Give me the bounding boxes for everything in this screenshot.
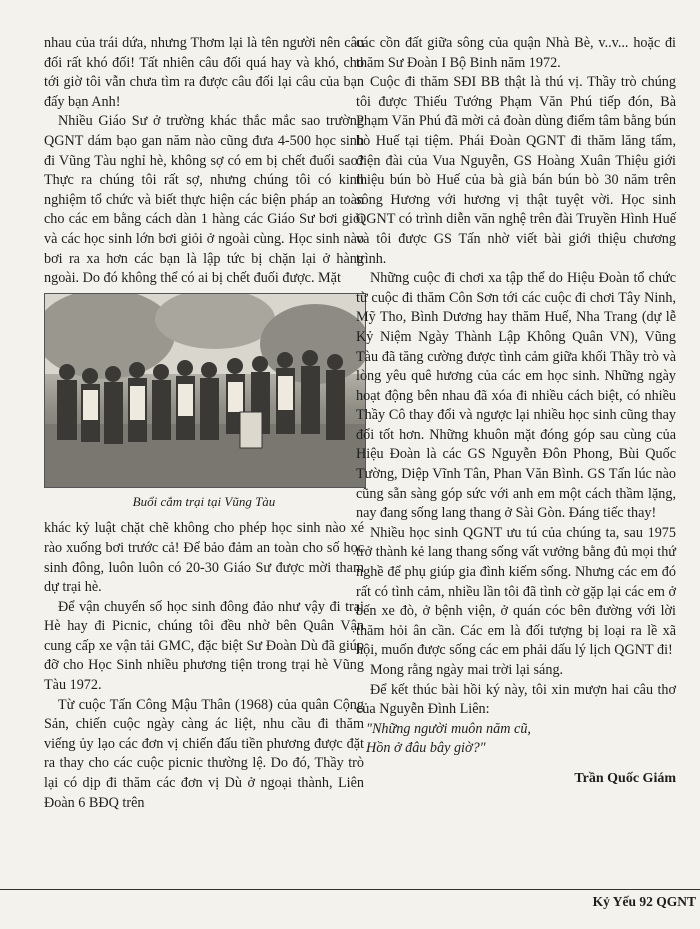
paragraph: Những cuộc đi chơi xa tập thể do Hiệu Đoàn tổ chức từ cuộc đi thăm Côn Sơn tới các cuộc đi chơi Tây Ninh, Mỹ Tho, Bình Dương hay thăm Huế, Nha Trang (dự lễ Kỷ Niệm Ngày Thành Lập Không Quân VN), Vũng Tàu đã tăng cường được tình cảm giữa khối Thầy trò và lòng yêu quê hương của các em học sinh. Những ngày hoạt động bên nhau đã xóa đi nhiều cách biệt, có nhiều Thầy Cô thay đổi và ngược lại nhiều học sinh cũng thay đổi tốt hơn. Những khuôn mặt đóng góp sau cùng của Hiệu Đoàn là các GS Nguyễn Đôn Phong, Bùi Quốc Tường, Diệp Vĩnh Tân, Phan Văn Bình. GS Tấn lúc nào cũng sẵn sàng góp sức với anh em một cách thầm lặng, nay đang sống lang thang ở Sài Gòn. Đáng tiếc thay! xyxy=(356,270,676,522)
poem-line: Hồn ở đâu bây giờ?" xyxy=(366,740,486,757)
paragraph: khác kỷ luật chặt chẽ không cho phép học sinh nào xé rào xuống bơi trước cả! Để bảo đảm an toàn cho số học sinh đông, luôn luôn có 20-30 Giáo Sư được mời tham dự trại hè. xyxy=(44,520,364,596)
photo-illustration xyxy=(45,294,365,487)
paragraph: Nhiều Giáo Sư ở trường khác thắc mắc sao trường QGNT dám bạo gan năm nào cũng đưa 4-500 học sinh đi Vũng Tàu nghỉ hè, không sợ có em bị chết đuối sao? Thực ra chúng tôi rất sợ, nhưng chúng tôi có kinh nghiệm tổ chức và biết thực hiện các biện pháp an toàn cho các em bằng cách dàn 1 hàng các Giáo Sư bơi giỏi và các học sinh lớn bơi giỏi ở ngoài cùng. Học sinh nào bơi ra xa hơn các bạn là lập tức bị chặn lại ở hàng ngoài. Do đó không thể có ai bị chết đuối được. Mặt xyxy=(44,113,364,287)
photo-caption: Buổi cắm trại tại Vũng Tàu xyxy=(132,493,276,509)
paragraph: Nhiều học sinh QGNT ưu tú của chúng ta, sau 1975 trở thành kẻ lang thang sống vất vưởng bằng đủ mọi thứ nghề để phụ giúp gia đình kiếm sống. Nhưng các em đó rất có tình cảm, nhiều lần tôi đã tình cờ gặp lại các em ở bến xe đò, ở bệnh viện, ở quán cóc bên đường với lời thăm hỏi ân cần. Các em là đối tượng bị loại ra lề xã hội, muốn được sống các em phải dấu lý lịch QGNT đi! xyxy=(356,524,676,659)
author-signature: Trần Quốc Giám xyxy=(574,770,676,786)
paragraph: Cuộc đi thăm SĐI BB thật là thú vị. Thầy trò chúng tôi được Thiếu Tướng Phạm Văn Phú tiếp đón, Bà Phạm Văn Phú đã mời cả đoàn dùng điểm tâm bằng bún bò Huế tại tiệm. Phái Đoàn QGNT đi thăm lăng tẩm, điện đài của Vua Nguyễn, GS Hoàng Xuân Thiệu giới thiệu bún bò Huế của bà già bán bún bò 30 năm trên sông Hương với hương vị thật tuyệt vời. Học sinh QGNT có trình diễn văn nghệ trên đài Truyền Hình Huế và tôi được GS Tấn nhờ viết bài giới thiệu chương trình. xyxy=(356,74,676,267)
paragraph: nhau của trái dứa, nhưng Thơm lại là tên người nên câu đối rất khó đối! Tất nhiên câu đối quá hay và khó, cho tới giờ tôi vẫn chưa tìm ra được câu đối lại câu của bạn đấy bạn Anh! xyxy=(44,35,364,110)
paragraph: các cồn đất giữa sông của quận Nhà Bè, v..v... hoặc đi thăm Sư Đoàn I Bộ Binh năm 1972. xyxy=(356,35,676,71)
group-photo xyxy=(44,293,366,488)
running-footer: Kỷ Yếu 92 QGNT xyxy=(592,894,696,909)
poem-line: "Những người muôn năm cũ, xyxy=(366,720,531,737)
left-column xyxy=(44,34,364,813)
footer-divider xyxy=(0,889,700,890)
right-column xyxy=(356,34,676,789)
paragraph: Để kết thúc bài hồi ký này, tôi xin mượn hai câu thơ của Nguyễn Đình Liên: xyxy=(356,681,676,718)
paragraph: Mong rằng ngày mai trời lại sáng. xyxy=(370,662,564,678)
paragraph: Từ cuộc Tấn Công Mậu Thân (1968) của quân Cộng Sản, chiến cuộc ngày càng ác liệt, nhu cầu đi thăm viếng ủy lạo các đơn vị chiến đấu tiền phương được đặt ra thay cho các cuộc picnic thường lệ. Do đó, Thầy trò lại có dịp đi thăm các đơn vị Dù ở ngoại thành, Liên Đoàn 6 BĐQ trên xyxy=(44,696,364,811)
paragraph: Để vận chuyển số học sinh đông đảo như vậy đi trại Hè hay đi Picnic, chúng tôi đều nhờ bên Quân Vận cung cấp xe vận tải GMC, đặc biệt Sư Đoàn Dù đã giúp đỡ cho Học Sinh nhiều phương tiện trong trại hè Vũng Tàu 1972. xyxy=(44,598,364,694)
